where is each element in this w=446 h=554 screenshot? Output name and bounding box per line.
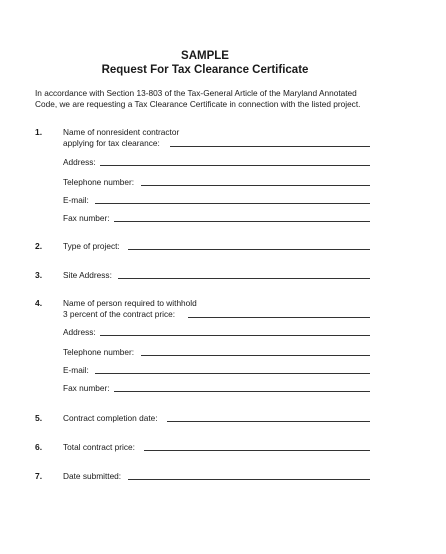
item-5-number: 5. (35, 413, 43, 423)
item-4-fax-field[interactable] (114, 391, 370, 392)
item-4-number: 4. (35, 298, 43, 308)
item-4-email-field[interactable] (95, 373, 370, 374)
item-1-email-field[interactable] (95, 203, 370, 204)
item-3-site-address-field[interactable] (118, 278, 370, 279)
item-1-label-line1: Name of nonresident contractor (63, 127, 180, 137)
item-1-fax-field[interactable] (114, 221, 370, 222)
item-7-date-submitted-field[interactable] (128, 479, 370, 480)
intro-paragraph: In accordance with Section 13-803 of the Tax-General Article of the Maryland Annotated Code, we are requesting a Tax Clearance Certificate in connection with the listed project. (35, 88, 361, 109)
item-1-email-label: E-mail: (63, 195, 89, 205)
item-6-contract-price-field[interactable] (144, 450, 370, 451)
item-1-contractor-name-field[interactable] (170, 146, 370, 147)
item-2-label: Type of project: (63, 241, 120, 251)
item-1-telephone-field[interactable] (141, 185, 370, 186)
item-4-label-line2: 3 percent of the contract price: (63, 309, 176, 319)
item-4-fax-label: Fax number: (63, 383, 110, 393)
item-6-number: 6. (35, 442, 43, 452)
item-1-address-label: Address: (63, 157, 96, 167)
item-4-address-label: Address: (63, 327, 96, 337)
item-7-label: Date submitted: (63, 471, 122, 481)
item-2-number: 2. (35, 241, 43, 251)
item-5-label: Contract completion date: (63, 413, 158, 423)
item-4-telephone-field[interactable] (141, 355, 370, 356)
item-3-number: 3. (35, 270, 43, 280)
item-2-project-type-field[interactable] (128, 249, 370, 250)
item-3-label: Site Address: (63, 270, 112, 280)
form-title-sample: SAMPLE (181, 50, 229, 62)
item-4-telephone-label: Telephone number: (63, 347, 135, 357)
item-7-number: 7. (35, 471, 43, 481)
item-4-label-line1: Name of person required to withhold (63, 298, 197, 308)
item-1-address-field[interactable] (100, 165, 370, 166)
item-4-withholder-name-field[interactable] (188, 317, 370, 318)
item-1-number: 1. (35, 127, 43, 137)
item-1-fax-label: Fax number: (63, 213, 110, 223)
item-4-email-label: E-mail: (63, 365, 89, 375)
item-5-completion-date-field[interactable] (167, 421, 370, 422)
item-1-telephone-label: Telephone number: (63, 177, 135, 187)
item-1-label-line2: applying for tax clearance: (63, 138, 160, 148)
form-title: Request For Tax Clearance Certificate (101, 64, 309, 76)
item-4-address-field[interactable] (100, 335, 370, 336)
item-6-label: Total contract price: (63, 442, 135, 452)
